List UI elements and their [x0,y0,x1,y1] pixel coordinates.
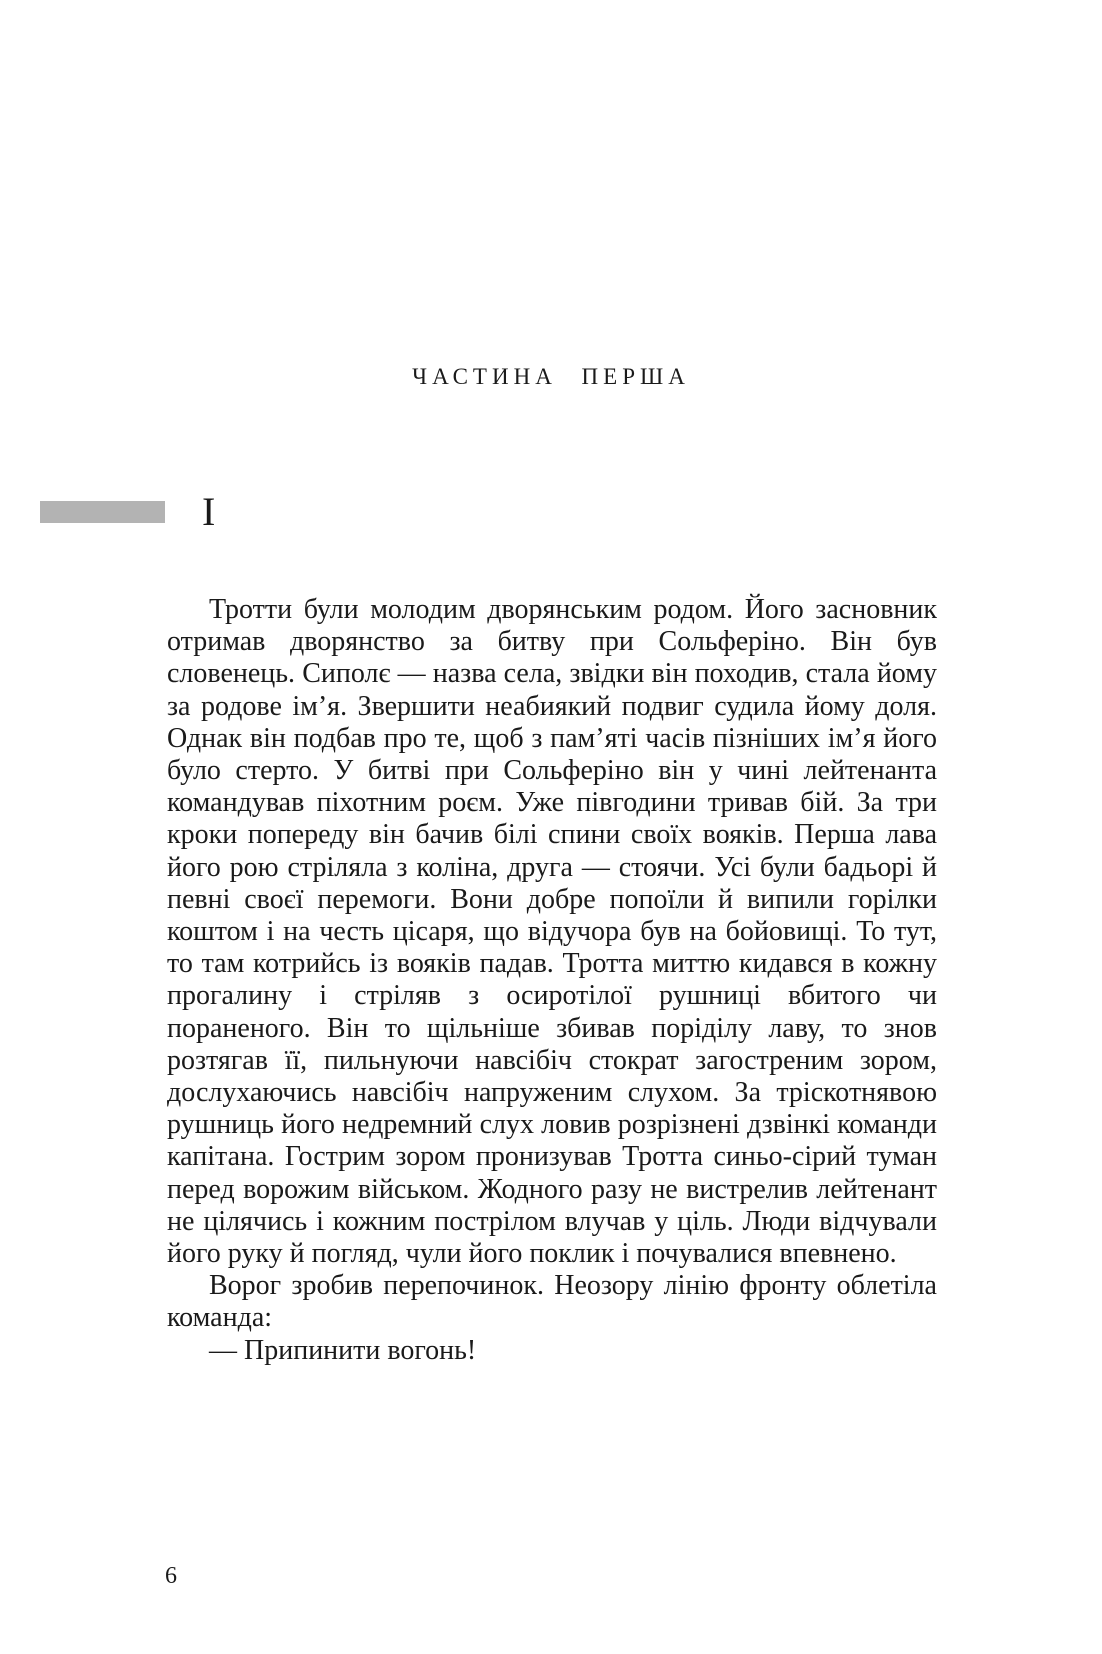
paragraph: Тротти були молодим дворянським родом. Його засновник отримав дворянство за битву при Сольферіно. Він був словенець. Сиполє — назва села, звідки він походив, стала йому за родове ім’я. Звершити неабиякий подвиг судила йому доля. Однак він подбав про те, щоб з пам’яті часів пізніших ім’я його було стерто. У битві при Сольферіно він у чині лейтенанта командував піхотним роєм. Уже півгодини тривав бій. За три кроки попереду він бачив білі спини своїх вояків. Перша лава його рою стріляла з коліна, друга — стоячи. Усі були бадьорі й певні своєї перемоги. Вони добре попоїли й випили горілки коштом і на честь цісаря, що відучора був на бойовищі. То тут, то там котрийсь із вояків падав. Тротта миттю кидався в кожну прогалину і стріляв з осиротілої рушниці вбитого чи пораненого. Він то щільніше збивав поріділу лаву, то знов розтягав її, пильнуючи навсібіч стократ загостреним зором, дослухаючись навсібіч напруженим слухом. За тріскотнявою рушниць його недремний слух ловив розрізнені дзвінкі команди капітана. Гострим зором пронизував Тротта синьо-сірий туман перед ворожим військом. Жодного разу не вистрелив лейтенант не цілячись і кожним пострілом влучав у ціль. Люди відчували його руку й погляд, чули його поклик і почувалися впевнено. [167,594,937,1270]
part-title: ЧАСТИНА ПЕРША [412,364,690,389]
chapter-marker-bar [40,501,165,523]
paragraph: — Припинити вогонь! [209,1334,477,1366]
paragraph: Ворог зробив перепочинок. Неозору лінію фронту облетіла команда: [167,1270,937,1334]
body-text [167,594,937,1367]
chapter-number: I [202,489,216,534]
page-number: 6 [165,1563,177,1589]
